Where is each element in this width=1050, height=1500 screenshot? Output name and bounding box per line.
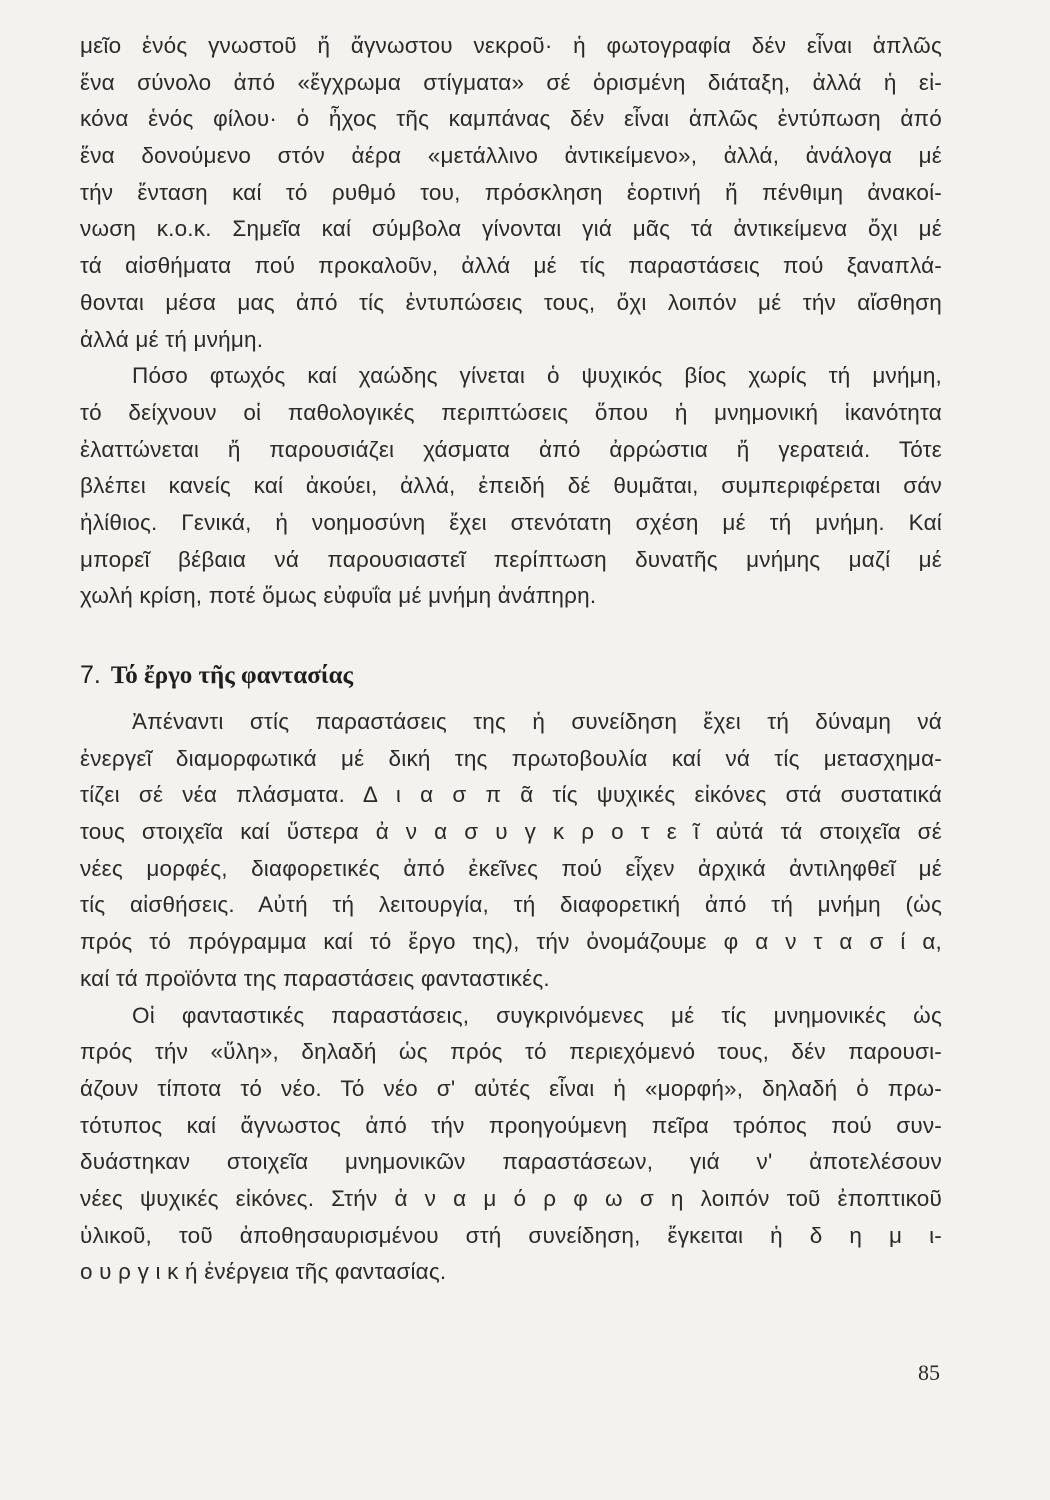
page-number: 85	[918, 1360, 940, 1385]
text-line: Οἱ φανταστικές παραστάσεις, συγκρινόμενες μέ τίς μνημονικές ὡς	[132, 1002, 942, 1028]
text-line: μεῖο ἑνός γνωστοῦ ἤ ἄγνωστου νεκροῦ· ἡ φωτογραφία δέν εἶναι ἁπλῶς	[80, 33, 942, 58]
text-line: κόνα ἑνός φίλου· ὁ ἦχος τῆς καμπάνας δέν εἶναι ἁπλῶς ἐντύπωση ἀπό	[80, 106, 942, 132]
text-line: θονται μέσα μας ἀπό τίς ἐντυπώσεις τους, ὄχι λοιπόν μέ τήν αἴσθηση	[80, 289, 942, 315]
text-line: τήν ἔνταση καί τό ρυθμό του, πρόσκληση ἑορτινή ἤ πένθιμη ἀνακοί-	[80, 179, 942, 205]
body-text-bottom	[80, 704, 942, 1291]
text-line: τά αἰσθήματα πού προκαλοῦν, ἀλλά μέ τίς παραστάσεις πού ξαναπλά-	[80, 253, 942, 279]
text-line: ἕνα δονούμενο στόν ἀέρα «μετάλλινο ἀντικείμενο», ἀλλά, ἀνάλογα μέ	[80, 143, 942, 169]
text-line: ὑλικοῦ, τοῦ ἀποθησαυρισμένου στή συνείδηση, ἔγκειται ἡ δ η μ ι-	[80, 1222, 942, 1248]
text-line: ἐνεργεῖ διαμορφωτικά μέ δική της πρωτοβουλία καί νά τίς μετασχημα-	[80, 745, 942, 771]
text-line: ἠλίθιος. Γενικά, ἡ νοημοσύνη ἔχει στενότατη σχέση μέ τή μνήμη. Καί	[80, 509, 942, 535]
paragraph	[80, 358, 942, 615]
paragraph	[80, 704, 942, 998]
section-title: Τό ἔργο τῆς φαντασίας	[110, 662, 354, 689]
section-number: 7.	[80, 661, 101, 689]
section-heading	[80, 657, 942, 694]
text-line: τίζει σέ νέα πλάσματα. Δ ι α σ π ᾶ τίς ψυχικές εἰκόνες στά συστατικά	[80, 782, 942, 808]
body-text-top	[80, 28, 942, 615]
text-line: πρός τό πρόγραμμα καί τό ἔργο της), τήν ὀνομάζουμε φ α ν τ α σ ί α,	[80, 929, 942, 955]
paragraph	[80, 998, 942, 1292]
text-line: μπορεῖ βέβαια νά παρουσιαστεῖ περίπτωση δυνατῆς μνήμης μαζί μέ	[80, 546, 942, 572]
text-line: τους στοιχεῖα καί ὕστερα ἀ ν α σ υ γ κ ρ ο τ ε ῖ αὐτά τά στοιχεῖα σέ	[80, 819, 942, 845]
text-line: πρός τήν «ὕλη», δηλαδή ὡς πρός τό περιεχόμενό τους, δέν παρουσι-	[80, 1039, 942, 1065]
text-line: νέες μορφές, διαφορετικές ἀπό ἐκεῖνες πού εἶχεν ἀρχικά ἀντιληφθεῖ μέ	[80, 855, 942, 881]
book-page	[80, 28, 942, 1291]
text-line: ἕνα σύνολο ἀπό «ἔγχρωμα στίγματα» σέ ὁρισμένη διάταξη, ἀλλά ἡ εἰ-	[80, 69, 942, 95]
paragraph	[80, 28, 942, 358]
text-line: καί τά προϊόντα της παραστάσεις φανταστικές.	[80, 965, 550, 991]
text-line: Ἀπέναντι στίς παραστάσεις της ἡ συνείδηση ἔχει τή δύναμη νά	[132, 709, 942, 734]
text-line: βλέπει κανείς καί ἀκούει, ἀλλά, ἐπειδή δέ θυμᾶται, συμπεριφέρεται σάν	[80, 473, 942, 499]
text-line: τό δείχνουν οἱ παθολογικές περιπτώσεις ὅπου ἡ μνημονική ἱκανότητα	[80, 399, 942, 425]
text-line: νωση κ.ο.κ. Σημεῖα καί σύμβολα γίνονται γιά μᾶς τά ἀντικείμενα ὄχι μέ	[80, 216, 942, 242]
text-line: ο υ ρ γ ι κ ή ἐνέργεια τῆς φαντασίας.	[80, 1259, 447, 1285]
text-line: ἀλλά μέ τή μνήμη.	[80, 326, 264, 352]
text-line: δυάστηκαν στοιχεῖα μνημονικῶν παραστάσεων, γιά ν' ἀποτελέσουν	[80, 1149, 942, 1175]
text-line: ἐλαττώνεται ἤ παρουσιάζει χάσματα ἀπό ἀρρώστια ἤ γερατειά. Τότε	[80, 436, 942, 462]
text-line: Πόσο φτωχός καί χαώδης γίνεται ὁ ψυχικός βίος χωρίς τή μνήμη,	[132, 363, 942, 389]
text-line: χωλή κρίση, ποτέ ὅμως εὐφυΐα μέ μνήμη ἀνάπηρη.	[80, 583, 597, 609]
text-line: τίς αἰσθήσεις. Αὐτή τή λειτουργία, τή διαφορετική ἀπό τή μνήμη (ὡς	[80, 892, 942, 918]
text-line: τότυπος καί ἄγνωστος ἀπό τήν προηγούμενη πεῖρα τρόπος πού συν-	[80, 1112, 942, 1138]
text-line: άζουν τίποτα τό νέο. Τό νέο σ' αὐτές εἶναι ἡ «μορφή», δηλαδή ὁ πρω-	[80, 1075, 942, 1101]
text-line: νέες ψυχικές εἰκόνες. Στήν ἀ ν α μ ό ρ φ ω σ η λοιπόν τοῦ ἐποπτικοῦ	[80, 1185, 942, 1211]
